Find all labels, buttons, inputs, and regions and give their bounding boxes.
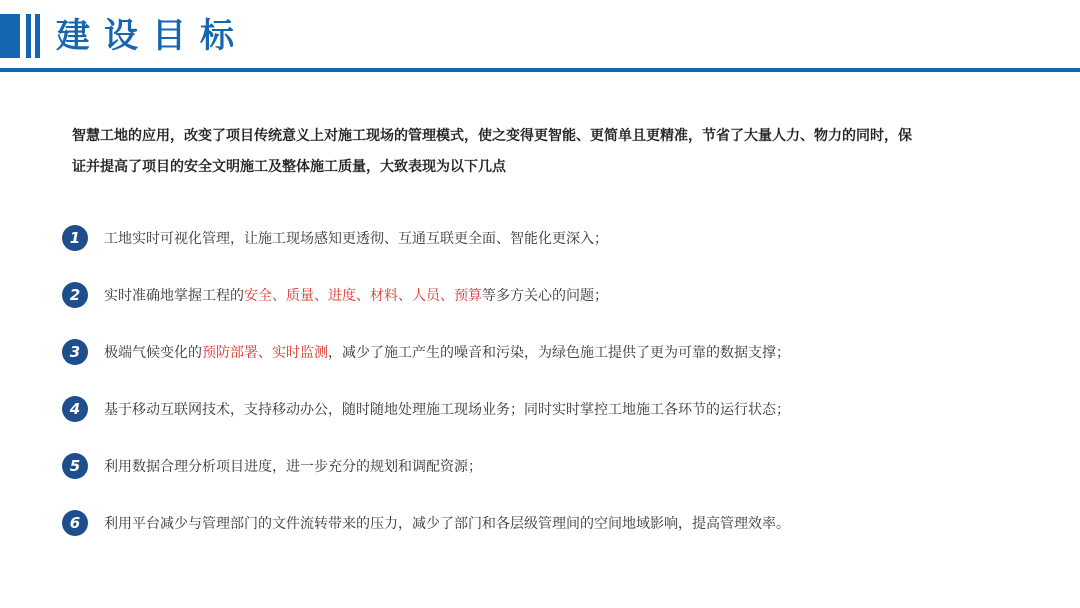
number-badge: 3	[62, 339, 88, 365]
list-item	[62, 508, 1022, 538]
intro-line-2: 证并提高了项目的安全文明施工及整体施工质量，大致表现为以下几点	[72, 159, 506, 175]
highlight-text: 安全、质量、进度、材料、人员、预算	[244, 288, 482, 304]
list-item-text: 工地实时可视化管理，让施工现场感知更透彻、互通互联更全面、智能化更深入；	[104, 231, 608, 247]
list-item	[62, 223, 1022, 253]
header-accent-stripe	[26, 14, 31, 58]
number-badge: 2	[62, 282, 88, 308]
page-title: 建设目标	[56, 16, 248, 56]
list-item	[62, 337, 1022, 367]
number-badge: 5	[62, 453, 88, 479]
list-item-text: 实时准确地掌握工程的安全、质量、进度、材料、人员、预算等多方关心的问题；	[104, 288, 608, 304]
number-badge: 4	[62, 396, 88, 422]
list-item	[62, 394, 1022, 424]
header-accent-stripe	[35, 14, 40, 58]
intro-line-1: 智慧工地的应用，改变了项目传统意义上对施工现场的管理模式，使之变得更智能、更简单且更精准，节省了大量人力、物力的同时，保	[72, 128, 912, 144]
list-item	[62, 451, 1022, 481]
list-item-text: 利用数据合理分析项目进度，进一步充分的规划和调配资源；	[104, 459, 482, 475]
intro-paragraph	[72, 126, 1012, 177]
number-badge: 6	[62, 510, 88, 536]
list-item-text: 利用平台减少与管理部门的文件流转带来的压力，减少了部门和各层级管理间的空间地域影响，提高管理效率。	[104, 516, 790, 532]
header-divider	[0, 68, 1080, 72]
list-item	[62, 280, 1022, 310]
header-accent-block	[0, 14, 20, 58]
list-item-text: 基于移动互联网技术，支持移动办公，随时随地处理施工现场业务；同时实时掌控工地施工各环节的运行状态；	[104, 402, 790, 418]
highlight-text: 预防部署、实时监测	[202, 345, 328, 361]
number-badge: 1	[62, 225, 88, 251]
list-item-text: 极端气候变化的预防部署、实时监测，减少了施工产生的噪音和污染，为绿色施工提供了更为可靠的数据支撑；	[104, 345, 790, 361]
